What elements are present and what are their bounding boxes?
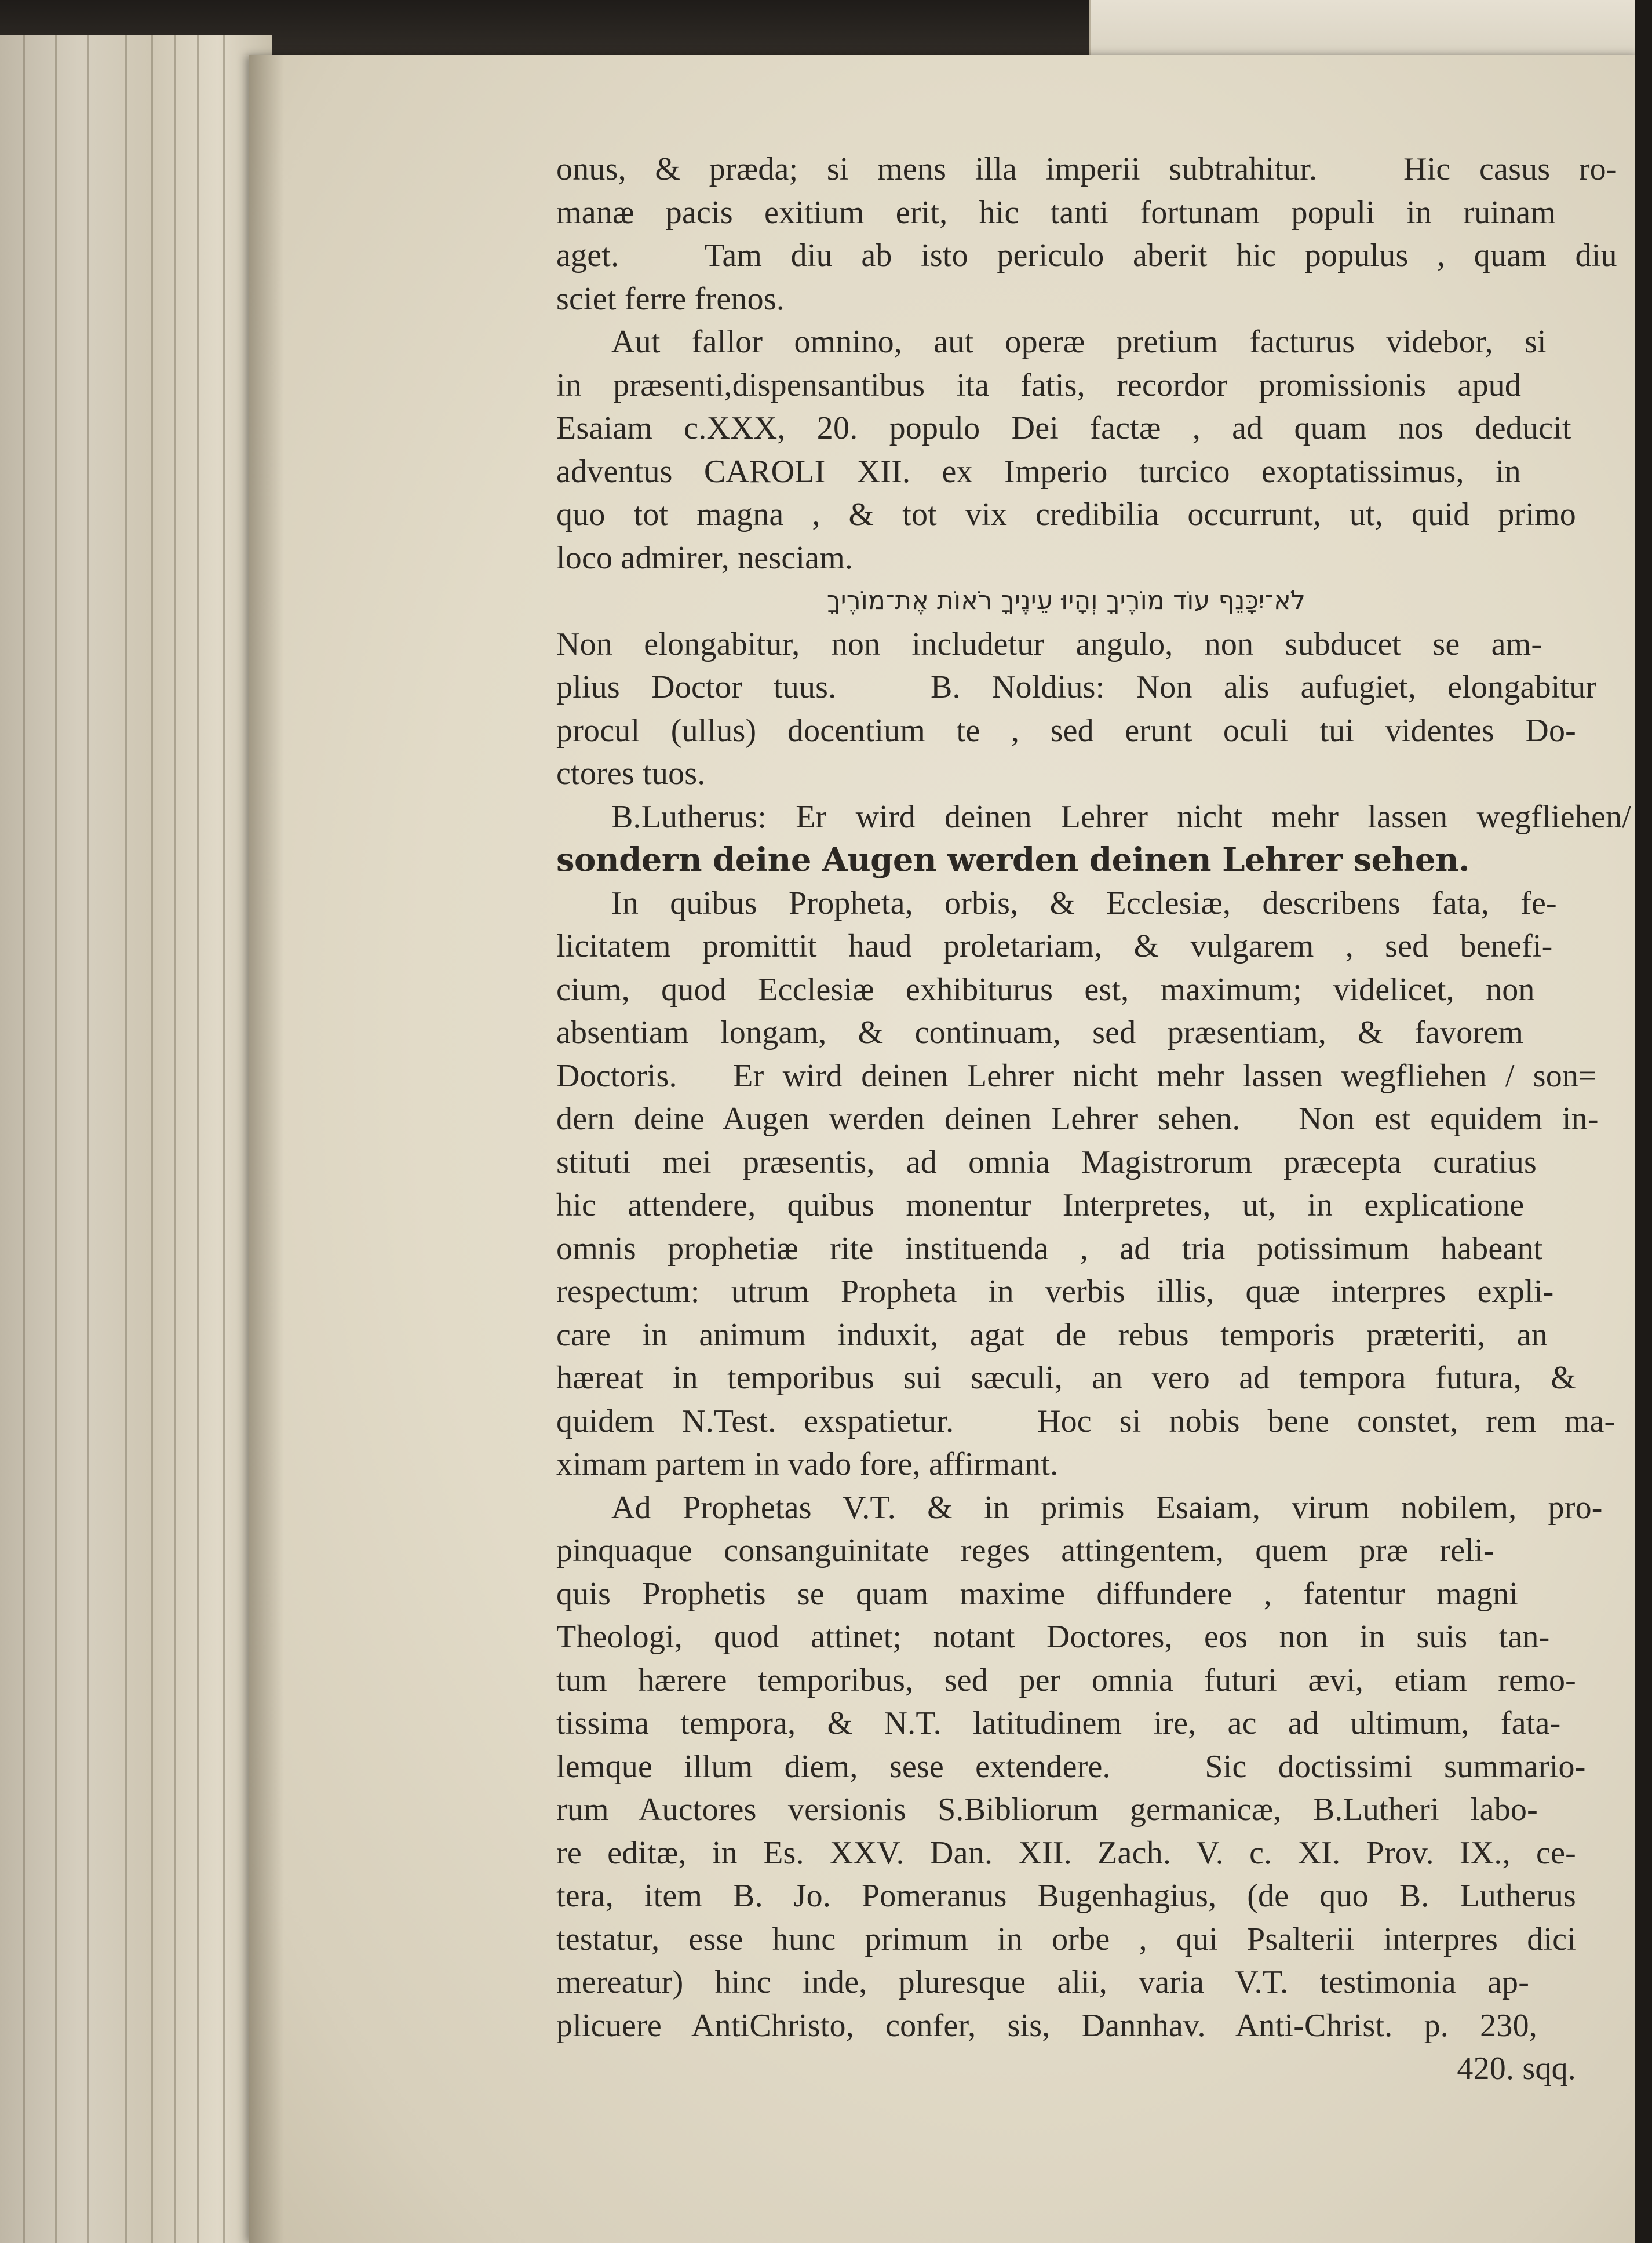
line-text: tissima tempora, & N.T. latitudinem ire, ac ad ultimum, fata- [556,1705,1561,1741]
text-line [556,537,1576,580]
text-line [556,1141,1576,1184]
line-text: loco admirer, nesciam. [556,539,854,576]
text-line [556,1400,1615,1443]
line-text: quo tot magna , & tot vix credibilia occurrunt, ut, quid primo [556,497,1576,533]
text-line [556,666,1597,709]
text-line [556,1055,1597,1098]
line-text: care in animum induxit, agat de rebus temporis præteriti, an [556,1316,1548,1353]
text-line [556,493,1576,537]
text-line [556,1270,1576,1314]
line-text: dern deine Augen werden deinen Lehrer sehen. Non est equidem in- [556,1101,1599,1137]
facing-paper-edge [1089,0,1652,64]
text-line [556,1184,1576,1227]
line-text: cium, quod Ecclesiæ exhibiturus est, maximum; videlicet, non [556,971,1535,1008]
text-line [556,191,1576,235]
text-line [556,796,1631,839]
line-text: aget. Tam diu ab isto periculo aberit hic populus , quam diu [556,238,1617,273]
gutter-shadow [249,55,284,2243]
right-dark-edge [1635,0,1652,2243]
text-line [556,623,1576,666]
text-line [556,2047,1576,2091]
text-line [556,1702,1576,1745]
line-text: stituti mei præsentis, ad omnia Magistrorum præcepta curatius [556,1144,1537,1180]
line-text: Doctoris. Er wird deinen Lehrer nicht mehr lassen wegfliehen / son= [556,1057,1597,1094]
text-line [556,1011,1576,1055]
text-line [556,709,1576,753]
line-text: ctores tuos. [556,756,706,792]
text-line [556,579,1576,623]
text-line [556,1529,1576,1573]
line-text: re editæ, in Es. XXV. Dan. XII. Zach. V. c. XI. Prov. IX., ce- [556,1834,1576,1871]
line-text: Esaiam c.XXX, 20. populo Dei factæ , ad quam nos deducit [556,410,1571,446]
text-line [556,234,1617,278]
line-text: Theologi, quod attinet; notant Doctores, eos non in suis tan- [556,1619,1550,1655]
line-text: B.Lutherus: Er wird deinen Lehrer nicht mehr lassen wegfliehen/ [611,798,1631,835]
text-line [556,1486,1603,1530]
text-line [556,148,1617,191]
text-line [556,1745,1586,1789]
line-text: absentiam longam, & continuam, sed præsentiam, & favorem [556,1015,1524,1051]
line-text: plicuere AntiChristo, confer, sis, Dannhav. Anti-Christ. p. 230, [556,2007,1537,2044]
line-text: Ad Prophetas V.T. & in primis Esaiam, virum nobilem, pro- [611,1489,1603,1526]
line-text: ximam partem in vado fore, affirmant. [556,1446,1059,1482]
text-line [556,1788,1576,1832]
text-line [556,1356,1576,1400]
text-line [556,450,1576,494]
line-text: procul (ullus) docentium te , sed erunt oculi tui videntes Do- [556,712,1576,749]
line-text: in præsenti,dispensantibus ita fatis, recordor promissionis apud [556,367,1522,403]
line-text: tum hærere temporibus, sed per omnia futuri ævi, etiam remo- [556,1662,1576,1698]
text-line [556,1659,1576,1702]
text-line [556,1227,1576,1271]
text-line [556,278,1576,321]
text-line [556,1832,1576,1875]
text-line [556,882,1576,925]
body-text [556,148,1631,2091]
line-text: quis Prophetis se quam maxime diffundere , fatentur magni [556,1575,1519,1612]
line-text: respectum: utrum Propheta in verbis illis, quæ interpres expli- [556,1274,1554,1310]
line-text: quidem N.Test. exspatietur. Hoc si nobis bene constet, rem ma- [556,1403,1615,1439]
text-line [556,407,1576,450]
text-line [556,320,1576,364]
line-text: licitatem promittit haud proletariam, & vulgarem , sed benefi- [556,928,1553,964]
stacked-leaf-edges [0,35,272,2243]
text-line [556,968,1576,1012]
line-text: In quibus Propheta, orbis, & Ecclesiæ, describens fata, fe- [611,885,1557,921]
line-text: omnis prophetiæ rite instituenda , ad tria potissimum habeant [556,1230,1543,1267]
hebrew-quotation: לֹא־יִכָּנֵף עוֹד מוֹרֶיךָ וְהָיוּ עֵינֶיךָ רֹאוֹת אֶת־מוֹרֶיךָ [826,586,1306,615]
line-text: lemque illum diem, sese extendere. Sic doctissimi summario- [556,1748,1586,1785]
text-line [556,1615,1576,1659]
text-line [556,1961,1576,2004]
text-line [556,1918,1576,1961]
line-text: Aut fallor omnino, aut operæ pretium facturus videbor, si [611,324,1547,360]
text-line [556,838,1576,882]
text-line [556,1314,1576,1357]
line-text: mereatur) hinc inde, pluresque alii, varia V.T. testimonia ap- [556,1964,1530,2000]
text-line [556,1874,1576,1918]
line-text: tera, item B. Jo. Pomeranus Bugenhagius, (de quo B. Lutherus [556,1878,1576,1914]
line-text: Non elongabitur, non includetur angulo, non subducet se am- [556,626,1542,662]
line-text: hic attendere, quibus monentur Interpretes, ut, in explicatione [556,1187,1525,1223]
line-text: sciet ferre frenos. [556,280,785,317]
line-text: pinquaque consanguinitate reges attingentem, quem præ reli- [556,1533,1494,1569]
text-line [556,1443,1576,1486]
line-text: plius Doctor tuus. B. Noldius: Non alis aufugiet, elongabitur [556,669,1597,705]
line-text: 420. sqq. [1457,2051,1576,2087]
text-line [556,1097,1599,1141]
text-line [556,925,1576,968]
text-line [556,2004,1576,2048]
line-text: onus, & præda; si mens illa imperii subtrahitur. Hic casus ro- [556,151,1617,187]
line-text: sondern deine Augen werden deinen Lehrer sehen. [556,841,1470,879]
text-line [556,364,1576,407]
text-line [556,1573,1576,1616]
line-text: manæ pacis exitium erit, hic tanti fortunam populi in ruinam [556,194,1556,231]
line-text: hæreat in temporibus sui sæculi, an vero ad tempora futura, & [556,1360,1576,1396]
line-text: testatur, esse hunc primum in orbe , qui Psalterii interpres dici [556,1921,1576,1957]
text-line [556,752,1576,796]
line-text: rum Auctores versionis S.Bibliorum germanicæ, B.Lutheri labo- [556,1792,1538,1828]
line-text: adventus CAROLI XII. ex Imperio turcico exoptatissimus, in [556,453,1521,490]
